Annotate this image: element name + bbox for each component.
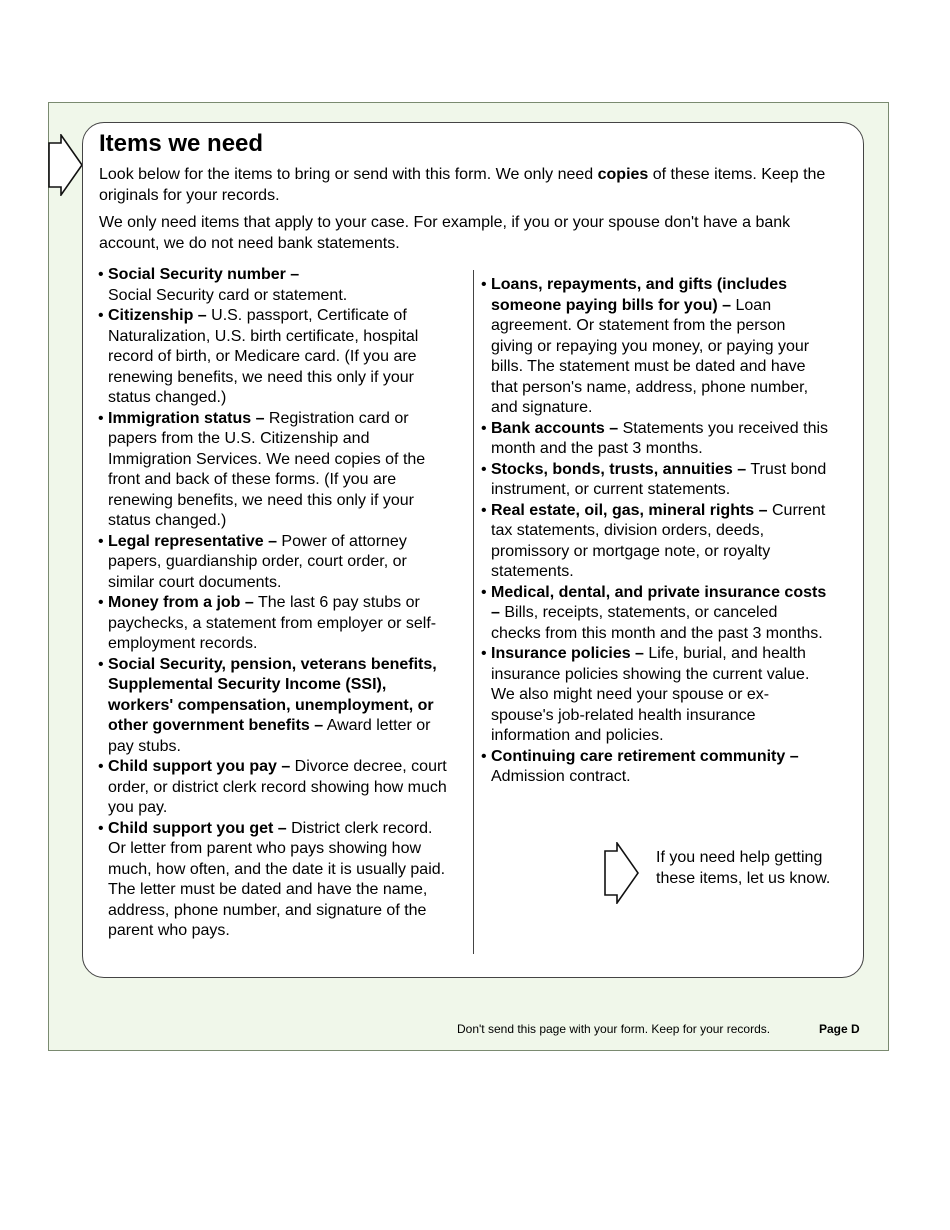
list-item: • Continuing care retirement community – Admission contract. (481, 747, 829, 788)
list-item: • Money from a job – The last 6 pay stubs or paychecks, a statement from employer or self-employment records. (98, 593, 450, 655)
items-list-left (98, 265, 450, 942)
list-item: • Medical, dental, and private insurance costs – Bills, receipts, statements, or canceled checks from this month and the past 3 months. (481, 583, 829, 645)
list-item: • Social Security number – Social Security card or statement. (98, 265, 450, 306)
footer-note: Don't send this page with your form. Keep for your records. (457, 1022, 771, 1036)
list-item: • Legal representative – Power of attorney papers, guardianship order, court order, or similar court documents. (98, 532, 450, 594)
list-item: • Insurance policies – Life, burial, and health insurance policies showing the current value. We also might need your spouse or ex-spouse's job-related health insurance information and policies. (481, 644, 829, 747)
list-item: • Child support you get – District clerk record. Or letter from parent who pays showing how much, how often, and the date it is usually paid. The letter must be dated and have the name, address, phone number, and signature of the parent who pays. (98, 819, 450, 942)
arrow-right-icon (48, 134, 84, 196)
list-item: • Social Security, pension, veterans benefits, Supplemental Security Income (SSI), workers' compensation, unemployment, or other government benefits – Award letter or pay stubs. (98, 655, 450, 758)
list-item: • Real estate, oil, gas, mineral rights – Current tax statements, division orders, deeds, promissory or mortgage note, or royalty statements. (481, 501, 829, 583)
column-divider (473, 270, 474, 954)
intro-paragraph-2: We only need items that apply to your case. For example, if you or your spouse don't have a bank account, we do not need bank statements. (99, 214, 791, 252)
page-title: Items we need (99, 130, 264, 157)
list-item: • Child support you pay – Divorce decree, court order, or district clerk record showing how much you pay. (98, 757, 450, 819)
help-note: If you need help getting these items, let us know. (656, 849, 831, 887)
intro-paragraph-1: Look below for the items to bring or send with this form. We only need copies of these items. Keep the originals for your records. (99, 166, 826, 204)
list-item: • Stocks, bonds, trusts, annuities – Trust bond instrument, or current statements. (481, 460, 829, 501)
list-item: • Bank accounts – Statements you received this month and the past 3 months. (481, 419, 829, 460)
list-item: • Immigration status – Registration card or papers from the U.S. Citizenship and Immigration Services. We need copies of the front and back of these forms. (If you are renewing benefits, we need this only if your status changed.) (98, 409, 450, 532)
items-list-right (481, 275, 829, 788)
help-arrow-icon (604, 842, 640, 904)
list-item: • Citizenship – U.S. passport, Certificate of Naturalization, U.S. birth certificate, hospital record of birth, or Medicare card. (If you are renewing benefits, we need this only if your status changed.) (98, 306, 450, 409)
list-item: • Loans, repayments, and gifts (includes someone paying bills for you) – Loan agreement. Or statement from the person giving or repaying you money, or paying your bills. The statement must be dated and have that person's name, address, phone number, and signature. (481, 275, 829, 419)
page-number: Page D (819, 1022, 860, 1036)
